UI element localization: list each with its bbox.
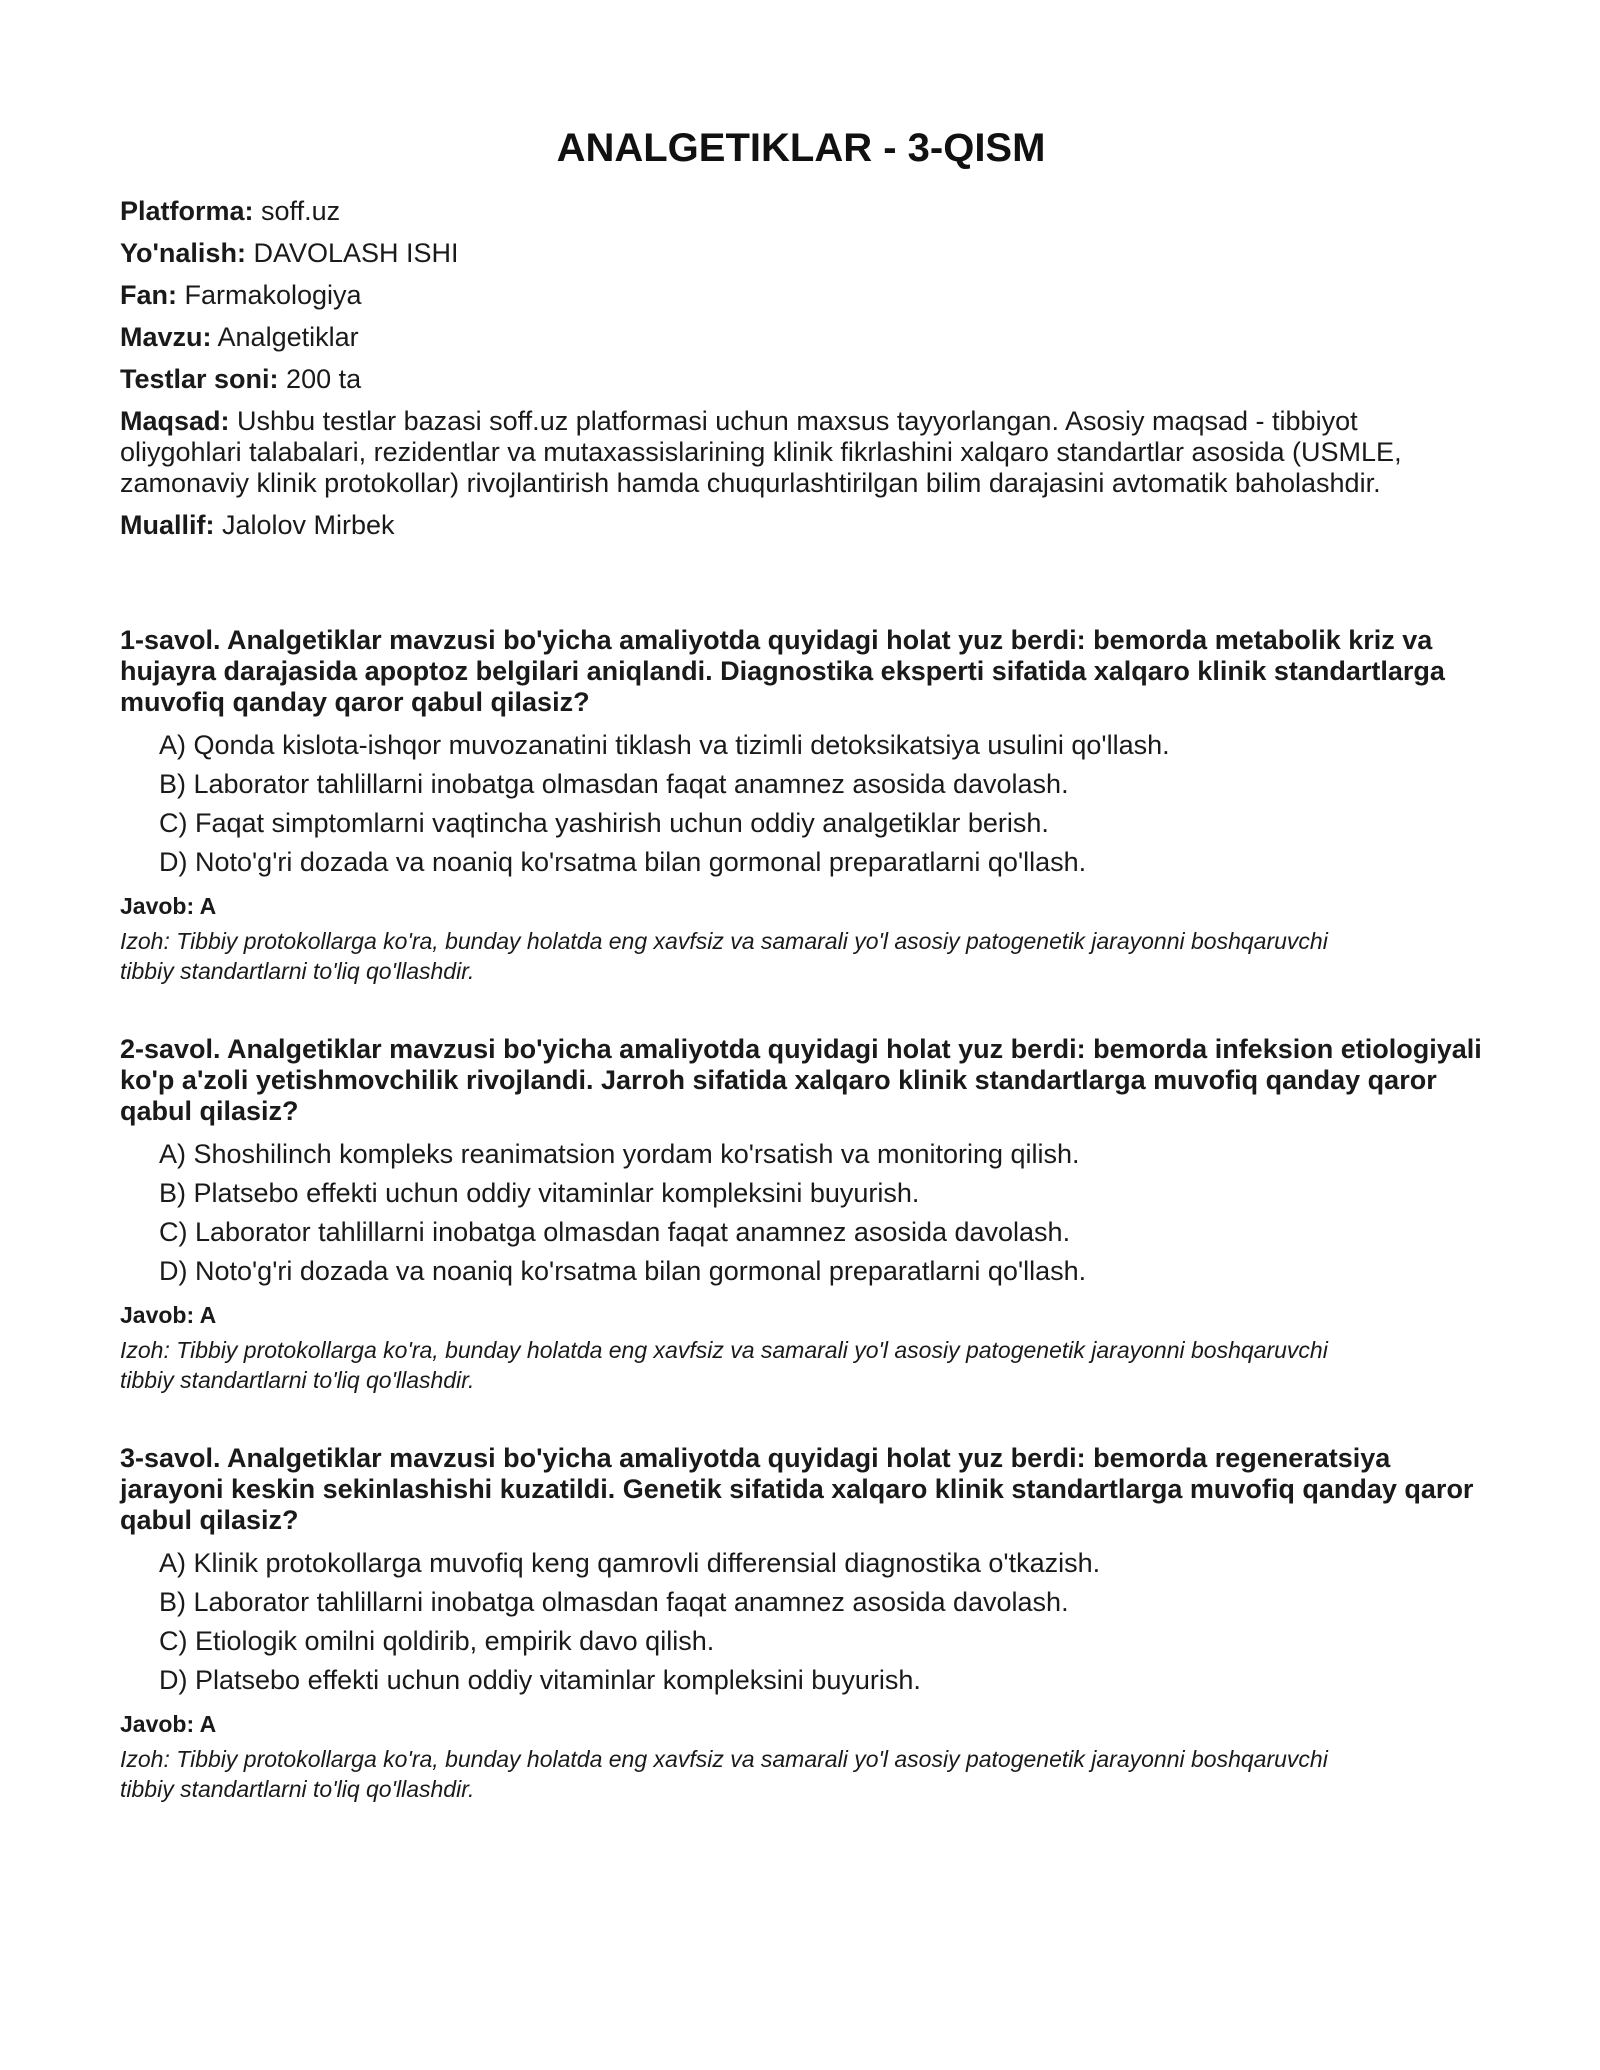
meta-direction xyxy=(120,238,1482,269)
answer-explanation: Izoh: Tibbiy protokollarga ko'ra, bunday holatda eng xavfsiz va samarali yo'l asosiy patogenetik jarayonni boshqaruvchi tibbiy standartlarni to'liq qo'llashdir. xyxy=(120,928,1328,984)
meta-label: Testlar soni: xyxy=(120,364,279,394)
meta-value: DAVOLASH ISHI xyxy=(245,238,459,268)
option-c: C) Faqat simptomlarni vaqtincha yashirish uchun oddiy analgetiklar berish. xyxy=(159,808,1049,838)
option-b: B) Laborator tahlillarni inobatga olmasdan faqat anamnez asosida davolash. xyxy=(159,769,1069,799)
option-c: C) Laborator tahlillarni inobatga olmasdan faqat anamnez asosida davolash. xyxy=(159,1217,1071,1247)
meta-value: 200 ta xyxy=(278,364,362,394)
question-1 xyxy=(120,625,1482,986)
meta-label: Yo'nalish: xyxy=(120,238,246,268)
option-d: D) Platsebo effekti uchun oddiy vitaminlar kompleksini buyurish. xyxy=(159,1665,921,1695)
correct-answer: Javob: A xyxy=(120,1302,217,1328)
correct-answer: Javob: A xyxy=(120,1711,217,1737)
option-d: D) Noto'g'ri dozada va noaniq ko'rsatma bilan gormonal preparatlarni qo'llash. xyxy=(159,1256,1087,1286)
meta-label: Muallif: xyxy=(120,510,215,540)
question-text: 3-savol. Analgetiklar mavzusi bo'yicha amaliyotda quyidagi holat yuz berdi: bemorda regeneratsiya jarayoni keskin sekinlashishi kuzatildi. Genetik sifatida xalqaro klinik standartlarga muvofiq qanday qaror qabul qilasiz? xyxy=(120,1443,1474,1535)
meta-value: Farmakologiya xyxy=(177,280,362,310)
document-meta xyxy=(120,196,1482,541)
meta-value: Jalolov Mirbek xyxy=(214,510,395,540)
meta-test-count xyxy=(120,364,1482,395)
meta-label: Fan: xyxy=(120,280,177,310)
meta-purpose xyxy=(120,406,1482,499)
meta-label: Mavzu: xyxy=(120,322,212,352)
option-c: C) Etiologik omilni qoldirib, empirik davo qilish. xyxy=(159,1626,715,1656)
question-text: 1-savol. Analgetiklar mavzusi bo'yicha amaliyotda quyidagi holat yuz berdi: bemorda metabolik kriz va hujayra darajasida apoptoz belgilari aniqlandi. Diagnostika eksperti sifatida xalqaro klinik standartlarga muvofiq qanday qaror qabul qilasiz? xyxy=(120,625,1445,717)
answer-options xyxy=(120,1548,1482,1696)
question-3 xyxy=(120,1443,1482,1804)
answer-options xyxy=(120,730,1482,878)
correct-answer: Javob: A xyxy=(120,893,217,919)
question-list xyxy=(120,625,1482,1804)
answer-options xyxy=(120,1139,1482,1287)
meta-value: Ushbu testlar bazasi soff.uz platformasi uchun maxsus tayyorlangan. Asosiy maqsad - tibbiyot oliygohlari talabalari, rezidentlar va mutaxassislarining klinik fikrlashini xalqaro standartlar asosida (USMLE, zamonaviy klinik protokollar) rivojlantirish hamda chuqurlashtirilgan bilim darajasini avtomatik baholashdir. xyxy=(120,406,1402,498)
question-2 xyxy=(120,1034,1482,1395)
option-a: A) Qonda kislota-ishqor muvozanatini tiklash va tizimli detoksikatsiya usulini qo'llash. xyxy=(159,730,1170,760)
option-a: A) Shoshilinch kompleks reanimatsion yordam ko'rsatish va monitoring qilish. xyxy=(159,1139,1080,1169)
answer-explanation: Izoh: Tibbiy protokollarga ko'ra, bunday holatda eng xavfsiz va samarali yo'l asosiy patogenetik jarayonni boshqaruvchi tibbiy standartlarni to'liq qo'llashdir. xyxy=(120,1746,1328,1802)
meta-value: Analgetiklar xyxy=(211,322,359,352)
question-text: 2-savol. Analgetiklar mavzusi bo'yicha amaliyotda quyidagi holat yuz berdi: bemorda infeksion etiologiyali ko'p a'zoli yetishmovchilik rivojlandi. Jarroh sifatida xalqaro klinik standartlarga muvofiq qanday qaror qabul qilasiz? xyxy=(120,1034,1482,1126)
meta-topic xyxy=(120,322,1482,353)
meta-label: Platforma: xyxy=(120,196,254,226)
meta-platform xyxy=(120,196,1482,227)
option-a: A) Klinik protokollarga muvofiq keng qamrovli differensial diagnostika o'tkazish. xyxy=(159,1548,1101,1578)
option-b: B) Platsebo effekti uchun oddiy vitaminlar kompleksini buyurish. xyxy=(159,1178,920,1208)
meta-author xyxy=(120,510,1482,541)
answer-explanation: Izoh: Tibbiy protokollarga ko'ra, bunday holatda eng xavfsiz va samarali yo'l asosiy patogenetik jarayonni boshqaruvchi tibbiy standartlarni to'liq qo'llashdir. xyxy=(120,1337,1328,1393)
option-d: D) Noto'g'ri dozada va noaniq ko'rsatma bilan gormonal preparatlarni qo'llash. xyxy=(159,847,1087,877)
meta-label: Maqsad: xyxy=(120,406,230,436)
meta-subject xyxy=(120,280,1482,311)
document-title: ANALGETIKLAR - 3-QISM xyxy=(556,126,1046,170)
option-b: B) Laborator tahlillarni inobatga olmasdan faqat anamnez asosida davolash. xyxy=(159,1587,1069,1617)
meta-value: soff.uz xyxy=(253,196,341,226)
